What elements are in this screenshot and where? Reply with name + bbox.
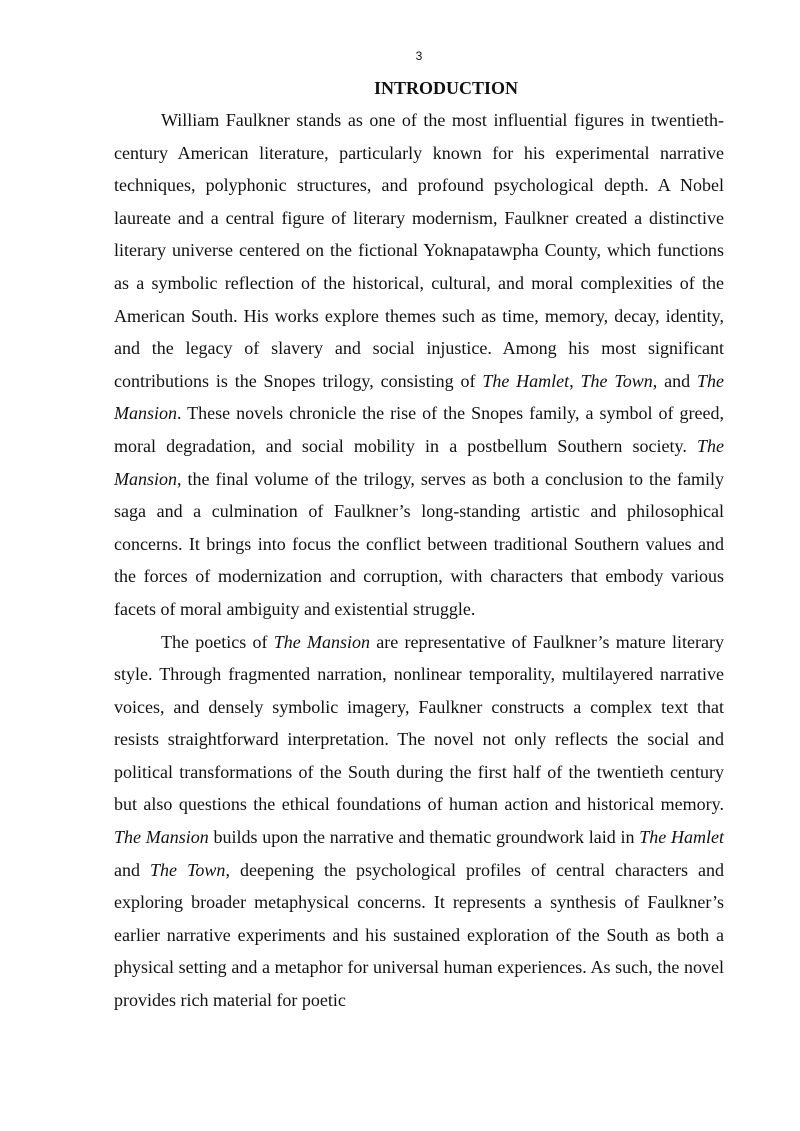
text-run: . These novels chronicle the rise of the Snopes family, a symbol of greed, moral degradation, and social mobility in a postbellum Southern society. [114, 403, 724, 456]
body-text [114, 104, 724, 1017]
book-title: The Town [150, 859, 226, 880]
text-run: , deepening the psychological profiles of central characters and exploring broader metaphysical concerns. It represents a synthesis of Faulkner’s earlier narrative experiments and his sustained exploration of the South as both a physical setting and a metaphor for universal human experiences. As such, the novel provides rich material for poetic [114, 859, 724, 1011]
text-run: The poetics of [161, 631, 274, 652]
text-run: , and [652, 370, 697, 391]
paragraph-2 [114, 626, 724, 1017]
book-title: The Mansion [114, 370, 724, 424]
text-run: William Faulkner stands as one of the most influential figures in twentieth-century American literature, particularly known for his experimental narrative techniques, polyphonic structures, and profound psychological depth. A Nobel laureate and a central figure of literary modernism, Faulkner created a distinctive literary universe centered on the fictional Yoknapatawpha County, which functions as a symbolic reflection of the historical, cultural, and moral complexities of the American South. His works explore themes such as time, memory, decay, identity, and the legacy of slavery and social injustice. Among his most significant contributions is the Snopes trilogy, consisting of [114, 110, 724, 391]
text-run: , [569, 370, 581, 391]
page-number: 3 [415, 49, 423, 63]
paragraph-1 [114, 104, 724, 626]
book-title: The Hamlet [639, 827, 724, 848]
book-title: The Mansion [114, 827, 209, 848]
book-title: The Town [580, 370, 653, 391]
book-title: The Mansion [114, 435, 724, 489]
text-run: and [114, 859, 151, 880]
text-run: builds upon the narrative and thematic groundwork laid in [208, 827, 640, 848]
book-title: The Mansion [273, 631, 370, 652]
section-title: INTRODUCTION [373, 78, 519, 98]
book-title: The Hamlet [482, 370, 570, 391]
text-run: , the final volume of the trilogy, serves as both a conclusion to the family saga and a culmination of Faulkner’s long-standing artistic and philosophical concerns. It brings into focus the conflict between traditional Southern values and the forces of modernization and corruption, with characters that embody various facets of moral ambiguity and existential struggle. [114, 468, 724, 619]
text-run: are representative of Faulkner’s mature literary style. Through fragmented narration, nonlinear temporality, multilayered narrative voices, and densely symbolic imagery, Faulkner constructs a complex text that resists straightforward interpretation. The novel not only reflects the social and political transformations of the South during the first half of the twentieth century but also questions the ethical foundations of human action and historical memory. [114, 631, 725, 815]
